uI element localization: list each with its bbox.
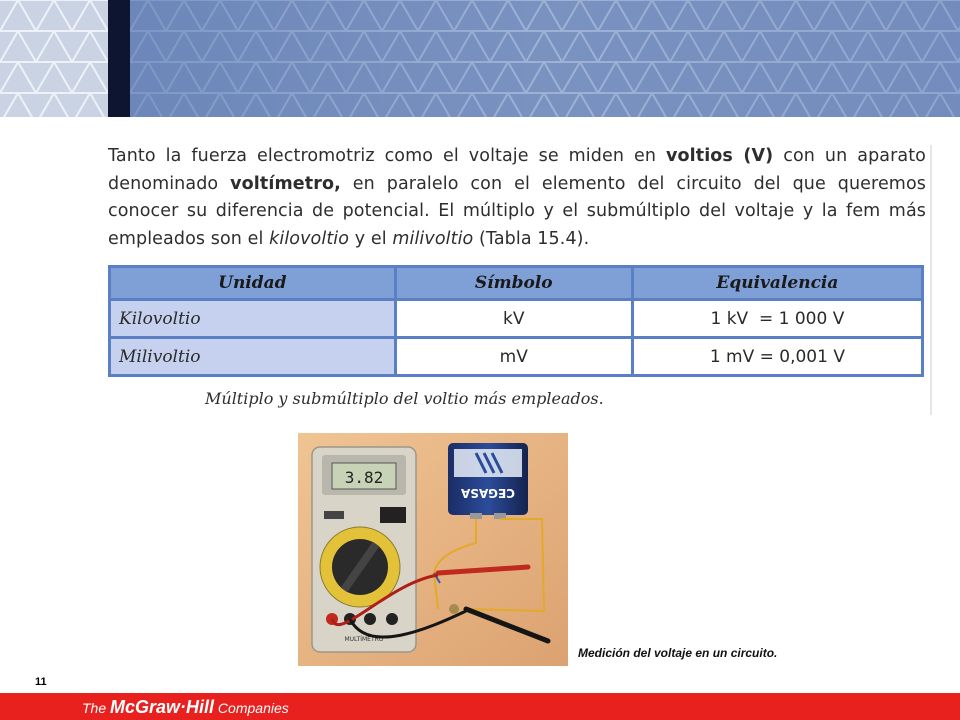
italic-term-kilovoltio: kilovoltio [269,228,350,249]
photo-caption: Medición del voltaje en un circuito. [578,646,778,660]
right-margin-rule [930,145,932,415]
header-banner [0,0,960,117]
banner-dark-bar [108,0,130,117]
equivalence-cell: 1 kV = 1 000 V [634,301,921,336]
banner-blue-pattern [130,0,960,117]
table-header-row [111,268,921,298]
symbol-cell: kV [397,301,631,336]
table-row [111,339,921,374]
unit-cell: Milivoltio [111,339,394,374]
header-unidad: Unidad [111,268,394,298]
italic-term-milivoltio: milivoltio [392,228,474,249]
header-equivalencia: Equivalencia [634,268,921,298]
banner-light-pattern [0,0,108,117]
page-number: 11 [35,676,47,688]
footer-bar [0,693,960,720]
multimeter [312,447,416,652]
equivalence-cell: 1 mV = 0,001 V [634,339,921,374]
battery [448,443,528,519]
mcgraw-hill-logo: The McGraw·Hill Companies [82,697,289,717]
units-table [108,265,924,377]
meter-label: MULTÍMETRO [344,636,384,643]
table-caption: Múltiplo y submúltiplo del voltio más empleados. [205,389,604,408]
symbol-cell: mV [397,339,631,374]
display-reading: 3.82 [344,468,384,487]
body-paragraph: Tanto la fuerza electromotriz como el voltaje se miden en voltios (V) con un aparato denominado voltímetro, en paralelo con el elemento del circuito del que queremos conocer su diferencia de potencial. El múltiplo y el submúltiplo del voltaje y la fem más empleados son el kilovoltio y el milivoltio (Tabla 15.4). [108,146,926,249]
bold-term-voltimetro: voltímetro, [230,173,341,194]
voltmeter-photo [298,433,568,666]
header-simbolo: Símbolo [397,268,631,298]
unit-cell: Kilovoltio [111,301,394,336]
bold-term-voltios: voltios (V) [666,146,774,166]
table-row [111,301,921,336]
battery-brand: CEGASA [460,486,516,500]
